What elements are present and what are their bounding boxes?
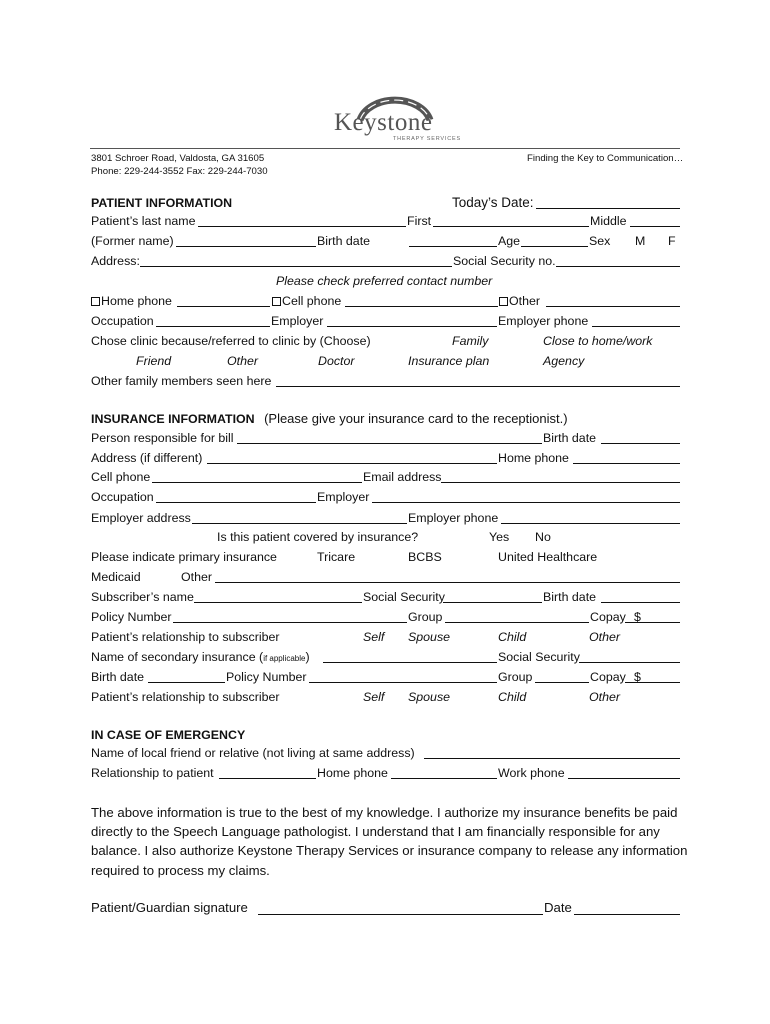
group-label: Group — [408, 610, 443, 624]
cell-phone-field[interactable] — [345, 306, 498, 307]
home-phone-field[interactable] — [177, 306, 270, 307]
secondary-birth-label: Birth date — [91, 670, 145, 684]
secondary-ssn-field[interactable] — [579, 662, 680, 663]
emergency-home-phone-label: Home phone — [317, 766, 388, 780]
covered-yes-option[interactable]: Yes — [489, 530, 510, 544]
signature-field[interactable] — [258, 914, 543, 915]
primary-bcbs-option[interactable]: BCBS — [408, 550, 442, 564]
occupation-field[interactable] — [156, 326, 270, 327]
home-phone-label: Home phone — [101, 294, 172, 308]
subscriber-ssn-label: Social Security — [363, 590, 445, 604]
secondary-group-field[interactable] — [535, 682, 589, 683]
secondary-ssn-label: Social Security — [498, 650, 580, 664]
age-field[interactable] — [521, 246, 588, 247]
subscriber-birth-label: Birth date — [543, 590, 597, 604]
secondary-copay-label: Copay — [590, 670, 626, 684]
emergency-work-phone-label: Work phone — [498, 766, 565, 780]
policy-number-label: Policy Number — [91, 610, 172, 624]
referral-doctor-option[interactable]: Doctor — [318, 354, 355, 368]
resp-home-phone-field[interactable] — [573, 463, 680, 464]
secondary-insurance-field[interactable] — [323, 662, 497, 663]
resp-home-phone-label: Home phone — [498, 451, 569, 465]
if-applicable-note: if applicable — [263, 654, 306, 663]
emergency-relationship-label: Relationship to patient — [91, 766, 214, 780]
secondary-close-paren: ) — [305, 650, 310, 664]
resp-employer-label: Employer — [317, 490, 370, 504]
occupation-label: Occupation — [91, 314, 154, 328]
resp-address-label: Address (if different) — [91, 451, 203, 465]
ssn-field[interactable] — [556, 266, 680, 267]
ins-employer-phone-label: Employer phone — [408, 511, 499, 525]
primary-other-label: Other — [181, 570, 212, 584]
last-name-field[interactable] — [198, 226, 406, 227]
employer-phone-label: Employer phone — [498, 314, 589, 328]
ssn-label: Social Security no. — [453, 254, 556, 268]
copay-label: Copay — [590, 610, 626, 624]
copay-dollar-sign: $ — [634, 610, 641, 624]
emergency-work-phone-field[interactable] — [568, 778, 680, 779]
resp-birth-date-field[interactable] — [601, 443, 680, 444]
former-name-label: (Former name) — [91, 234, 174, 248]
address-label: Address: — [91, 254, 140, 268]
covered-question: Is this patient covered by insurance? — [217, 530, 419, 544]
secondary-self-option[interactable]: Self — [363, 690, 385, 704]
primary-other-field[interactable] — [215, 582, 680, 583]
home-phone-option[interactable] — [91, 294, 172, 308]
referral-family-option[interactable]: Family — [452, 334, 489, 348]
other-phone-label: Other — [509, 294, 540, 308]
relationship-other-option[interactable]: Other — [589, 630, 620, 644]
middle-name-label: Middle — [590, 214, 627, 228]
resp-cell-field[interactable] — [152, 482, 362, 483]
policy-number-field[interactable] — [173, 622, 407, 623]
subscriber-birth-field[interactable] — [601, 602, 680, 603]
signature-date-field[interactable] — [574, 914, 680, 915]
first-name-label: First — [407, 214, 432, 228]
clinic-address: 3801 Schroer Road, Valdosta, GA 31605 — [91, 153, 265, 164]
signature-date-label: Date — [544, 900, 572, 915]
first-name-field[interactable] — [433, 226, 589, 227]
employer-address-field[interactable] — [192, 523, 407, 524]
group-field[interactable] — [445, 622, 589, 623]
employer-phone-field[interactable] — [592, 326, 680, 327]
resp-cell-label: Cell phone — [91, 470, 151, 484]
primary-uhc-option[interactable]: United Healthcare — [498, 550, 598, 564]
authorization-statement: The above information is true to the best of my knowledge. I authorize my insurance benefits be paid directly to the Speech Language pathologist. I understand that I am financially responsible for any balance. I also authorize Keystone Therapy Services or insurance company to release any information required to process my claims. — [91, 805, 688, 878]
tagline: Finding the Key to Communication… — [527, 153, 684, 164]
ins-employer-phone-field[interactable] — [501, 523, 680, 524]
resp-email-field[interactable] — [441, 482, 680, 483]
secondary-insurance-label — [91, 650, 310, 666]
signature-label: Patient/Guardian signature — [91, 900, 248, 915]
employer-address-label: Employer address — [91, 511, 191, 525]
todays-date-label: Today’s Date: — [452, 195, 534, 210]
referral-insurance-option[interactable]: Insurance plan — [408, 354, 490, 368]
clinic-reason-label: Chose clinic because/referred to clinic by (Choose) — [91, 334, 371, 348]
other-phone-checkbox[interactable] — [499, 297, 508, 306]
other-family-label: Other family members seen here — [91, 374, 272, 388]
other-phone-field[interactable] — [546, 306, 680, 307]
relationship-child-option[interactable]: Child — [498, 630, 527, 644]
relationship-label: Patient’s relationship to subscriber — [91, 630, 280, 644]
bill-responsible-field[interactable] — [237, 443, 542, 444]
logo-subtext: THERAPY SERVICES — [393, 136, 461, 142]
logo-text: Keystone — [334, 109, 433, 136]
cell-phone-label: Cell phone — [282, 294, 342, 308]
covered-no-option[interactable]: No — [535, 530, 551, 544]
subscriber-name-field[interactable] — [194, 602, 362, 603]
secondary-birth-field[interactable] — [148, 682, 225, 683]
sex-f-option[interactable]: F — [668, 234, 676, 248]
resp-birth-date-label: Birth date — [543, 431, 597, 445]
resp-occupation-label: Occupation — [91, 490, 154, 504]
section-title-insurance: INSURANCE INFORMATION — [91, 412, 255, 426]
secondary-other-option[interactable]: Other — [589, 690, 620, 704]
resp-email-label: Email address — [363, 470, 442, 484]
emergency-relationship-field[interactable] — [219, 778, 316, 779]
secondary-copay-dollar-sign: $ — [634, 670, 641, 684]
cell-phone-option[interactable] — [272, 294, 341, 308]
secondary-spouse-option[interactable]: Spouse — [408, 690, 451, 704]
primary-tricare-option[interactable]: Tricare — [317, 550, 356, 564]
emergency-contact-field[interactable] — [424, 758, 680, 759]
relationship-self-option[interactable]: Self — [363, 630, 385, 644]
emergency-contact-label: Name of local friend or relative (not living at same address) — [91, 746, 415, 760]
contact-prompt: Please check preferred contact number — [276, 274, 493, 288]
other-phone-option[interactable] — [499, 294, 540, 308]
employer-label: Employer — [271, 314, 324, 328]
secondary-policy-label: Policy Number — [226, 670, 307, 684]
primary-medicaid-option[interactable]: Medicaid — [91, 570, 141, 584]
bill-responsible-label: Person responsible for bill — [91, 431, 234, 445]
referral-other-option[interactable]: Other — [227, 354, 258, 368]
subscriber-name-label: Subscriber’s name — [91, 590, 194, 604]
referral-agency-option[interactable]: Agency — [543, 354, 585, 368]
insurance-heading — [91, 412, 568, 426]
todays-date-field[interactable] — [536, 208, 680, 209]
header-divider — [90, 148, 680, 149]
clinic-phone: Phone: 229-244-3552 Fax: 229-244-7030 — [91, 166, 268, 177]
resp-address-field[interactable] — [207, 463, 497, 464]
home-phone-checkbox[interactable] — [91, 297, 100, 306]
secondary-insurance-text: Name of secondary insurance ( — [91, 650, 264, 664]
other-family-field[interactable] — [276, 386, 680, 387]
last-name-label: Patient’s last name — [91, 214, 196, 228]
cell-phone-checkbox[interactable] — [272, 297, 281, 306]
emergency-home-phone-field[interactable] — [391, 778, 497, 779]
employer-field[interactable] — [327, 326, 497, 327]
age-label: Age — [498, 234, 521, 248]
section-title-patient: PATIENT INFORMATION — [91, 196, 233, 210]
insurance-note: (Please give your insurance card to the receptionist.) — [264, 411, 568, 426]
resp-employer-field[interactable] — [372, 502, 680, 503]
secondary-policy-field[interactable] — [309, 682, 497, 683]
section-title-emergency: IN CASE OF EMERGENCY — [91, 728, 246, 742]
relationship-spouse-option[interactable]: Spouse — [408, 630, 451, 644]
resp-occupation-field[interactable] — [156, 502, 316, 503]
birth-date-field[interactable] — [409, 246, 497, 247]
sex-m-option[interactable]: M — [635, 234, 646, 248]
address-field[interactable] — [140, 266, 452, 267]
former-name-field[interactable] — [176, 246, 316, 247]
secondary-relationship-label: Patient’s relationship to subscriber — [91, 690, 280, 704]
primary-insurance-label: Please indicate primary insurance — [91, 550, 277, 564]
middle-name-field[interactable] — [630, 226, 680, 227]
secondary-group-label: Group — [498, 670, 533, 684]
secondary-child-option[interactable]: Child — [498, 690, 527, 704]
sex-label: Sex — [589, 234, 611, 248]
referral-friend-option[interactable]: Friend — [136, 354, 172, 368]
referral-close-option[interactable]: Close to home/work — [543, 334, 653, 348]
subscriber-ssn-field[interactable] — [443, 602, 542, 603]
birth-date-label: Birth date — [317, 234, 371, 248]
